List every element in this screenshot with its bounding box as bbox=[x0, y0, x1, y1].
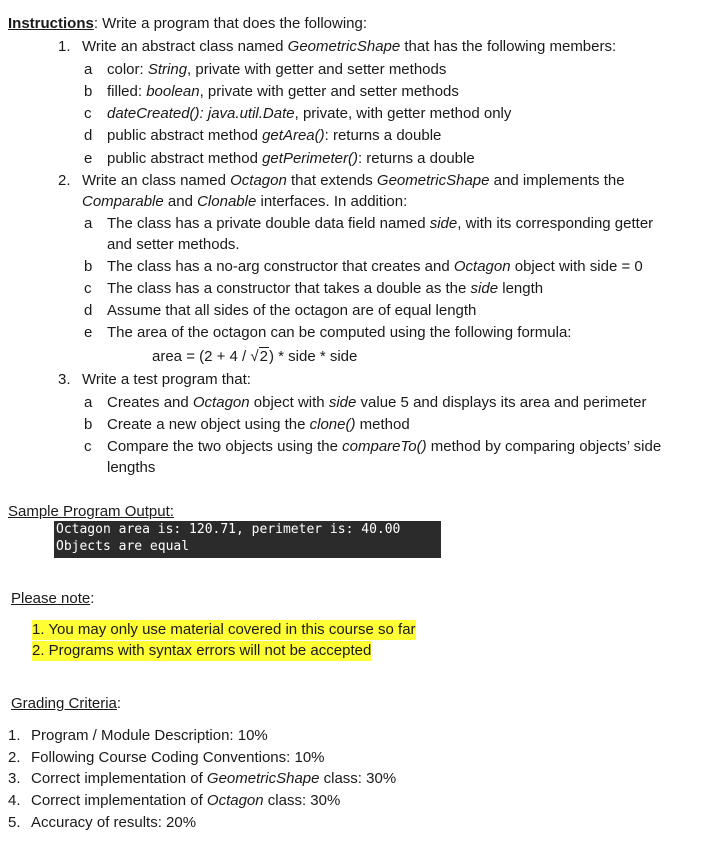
please-note-label: Please note bbox=[11, 590, 91, 607]
grading-2-text: Following Course Coding Conventions: 10% bbox=[31, 749, 325, 766]
item-2c-side: side bbox=[470, 280, 499, 297]
item-3a-post: value 5 and displays its area and perimeter bbox=[356, 394, 647, 411]
item-1a-part-1: String bbox=[147, 61, 188, 78]
item-3a-side: side bbox=[328, 394, 357, 411]
grading-2-number: 2. bbox=[8, 749, 21, 766]
item-2c-pre: The class has a constructor that takes a double as the bbox=[107, 280, 471, 297]
item-1d-letter: d bbox=[84, 127, 93, 144]
item-2d-text: Assume that all sides of the octagon are of equal length bbox=[107, 302, 477, 319]
item-3c-letter: c bbox=[84, 438, 92, 455]
item-2a-line-2: and setter methods. bbox=[107, 236, 240, 253]
terminal-line-2: Objects are equal bbox=[56, 539, 190, 554]
terminal-line-1: Octagon area is: 120.71, perimeter is: 40.00 bbox=[56, 522, 401, 537]
terminal-output bbox=[54, 521, 441, 558]
grading-3-text bbox=[31, 770, 396, 788]
item-1e-part-0: public abstract method bbox=[107, 150, 263, 167]
item-2a-post: , with its corresponding getter bbox=[457, 215, 654, 232]
item-3c-line-2: lengths bbox=[107, 459, 156, 476]
note-1-highlight: 1. You may only use material covered in this course so far bbox=[32, 621, 416, 638]
item-2-line-2-post: interfaces. In addition: bbox=[256, 193, 408, 210]
item-3a-octagon: Octagon bbox=[192, 394, 250, 411]
item-3a-text bbox=[107, 394, 647, 412]
item-2-pre: Write an class named bbox=[82, 172, 231, 189]
item-2-number: 2. bbox=[58, 172, 71, 189]
grading-1-number: 1. bbox=[8, 727, 21, 744]
grading-4-post: class: 30% bbox=[263, 792, 341, 809]
item-1a-part-0: color: bbox=[107, 61, 148, 78]
formula-post: ) * side * side bbox=[268, 348, 358, 365]
item-1d-text bbox=[107, 127, 441, 145]
item-3b-clone: clone() bbox=[309, 416, 356, 433]
item-1c-text bbox=[107, 105, 511, 123]
item-1d-part-2: : returns a double bbox=[324, 127, 442, 144]
item-2-mid: that extends bbox=[286, 172, 377, 189]
item-2b-pre: The class has a no-arg constructor that creates and bbox=[107, 258, 454, 275]
item-2a-side: side bbox=[429, 215, 458, 232]
grading-label: Grading Criteria bbox=[11, 695, 117, 712]
grading-3-number: 3. bbox=[8, 770, 21, 787]
grading-5-number: 5. bbox=[8, 814, 21, 831]
instructions-heading bbox=[8, 15, 367, 33]
item-1d-part-1: getArea() bbox=[262, 127, 325, 144]
item-1-class-name: GeometricShape bbox=[287, 38, 401, 55]
item-2-clonable: Clonable bbox=[197, 193, 257, 210]
item-1a-text bbox=[107, 61, 446, 79]
sqrt-argument: 2 bbox=[259, 348, 268, 365]
item-2-line-2 bbox=[82, 193, 407, 211]
item-3b-letter: b bbox=[84, 416, 93, 433]
item-3b-post: method bbox=[355, 416, 410, 433]
item-1b-part-2: , private with getter and setter methods bbox=[199, 83, 459, 100]
item-2e-letter: e bbox=[84, 324, 93, 341]
item-2b-letter: b bbox=[84, 258, 93, 275]
grading-4-text bbox=[31, 792, 340, 810]
grading-3-class: GeometricShape bbox=[206, 770, 320, 787]
item-2-geometricshape: GeometricShape bbox=[376, 172, 490, 189]
sample-output-label: Sample Program Output: bbox=[8, 503, 174, 520]
item-3c-post: method by comparing objects’ side bbox=[426, 438, 662, 455]
item-1b-text bbox=[107, 83, 459, 101]
item-1a-part-2: , private with getter and setter methods bbox=[187, 61, 447, 78]
item-2b-text bbox=[107, 258, 643, 276]
item-2b-octagon: Octagon bbox=[453, 258, 511, 275]
grading-3-pre: Correct implementation of bbox=[31, 770, 207, 787]
item-1c-part-1: , private, with getter method only bbox=[294, 105, 512, 122]
formula-pre: area = (2 + 4 / bbox=[152, 348, 251, 365]
item-3-number: 3. bbox=[58, 371, 71, 388]
item-2c-letter: c bbox=[84, 280, 92, 297]
item-3b-text bbox=[107, 416, 410, 434]
item-3c-line-1 bbox=[107, 438, 661, 456]
grading-4-number: 4. bbox=[8, 792, 21, 809]
instructions-intro: : Write a program that does the following: bbox=[93, 15, 368, 32]
item-2a-letter: a bbox=[84, 215, 93, 232]
grading-4-pre: Correct implementation of bbox=[31, 792, 207, 809]
item-1-pre: Write an abstract class named bbox=[82, 38, 288, 55]
item-2b-post: object with side = 0 bbox=[510, 258, 643, 275]
item-1e-text bbox=[107, 150, 475, 168]
sqrt-symbol: √ bbox=[250, 348, 259, 365]
item-2-comparable: Comparable bbox=[82, 193, 164, 210]
grading-3-post: class: 30% bbox=[319, 770, 397, 787]
item-2-line-1 bbox=[82, 172, 625, 190]
item-2e-text: The area of the octagon can be computed using the following formula: bbox=[107, 324, 572, 341]
item-1e-part-2: : returns a double bbox=[357, 150, 475, 167]
item-1b-part-1: boolean bbox=[146, 83, 200, 100]
note-2-highlight: 2. Programs with syntax errors will not be accepted bbox=[32, 642, 372, 659]
item-2-and: and bbox=[163, 193, 198, 210]
item-1c-part-0: dateCreated(): java.util.Date bbox=[107, 105, 295, 122]
item-3a-letter: a bbox=[84, 394, 93, 411]
item-1b-part-0: filled: bbox=[107, 83, 147, 100]
item-1c-letter: c bbox=[84, 105, 92, 122]
item-1a-letter: a bbox=[84, 61, 93, 78]
item-3c-pre: Compare the two objects using the bbox=[107, 438, 343, 455]
grading-4-class: Octagon bbox=[206, 792, 264, 809]
item-1b-letter: b bbox=[84, 83, 93, 100]
item-3-text: Write a test program that: bbox=[82, 371, 251, 388]
item-2-octagon: Octagon bbox=[230, 172, 287, 189]
item-1-number: 1. bbox=[58, 38, 71, 55]
item-3b-pre: Create a new object using the bbox=[107, 416, 310, 433]
item-3a-mid: object with bbox=[249, 394, 329, 411]
grading-5-text: Accuracy of results: 20% bbox=[31, 814, 197, 831]
item-1e-part-1: getPerimeter() bbox=[262, 150, 358, 167]
item-1e-letter: e bbox=[84, 150, 93, 167]
item-1-text bbox=[82, 38, 616, 56]
item-2c-text bbox=[107, 280, 543, 298]
item-3c-compareto: compareTo() bbox=[342, 438, 427, 455]
item-2a-pre: The class has a private double data field named bbox=[107, 215, 430, 232]
item-2-post: and implements the bbox=[489, 172, 625, 189]
please-note-colon: : bbox=[90, 590, 95, 607]
item-1-post: that has the following members: bbox=[400, 38, 617, 55]
item-2d-letter: d bbox=[84, 302, 93, 319]
area-formula bbox=[152, 348, 357, 366]
item-2c-post: length bbox=[498, 280, 544, 297]
please-note-heading bbox=[11, 590, 94, 608]
grading-colon: : bbox=[116, 695, 122, 712]
grading-heading bbox=[11, 695, 121, 713]
item-2a-line-1 bbox=[107, 215, 653, 233]
item-1d-part-0: public abstract method bbox=[107, 127, 263, 144]
grading-1-text: Program / Module Description: 10% bbox=[31, 727, 268, 744]
instructions-label: Instructions bbox=[8, 15, 94, 32]
item-3a-pre: Creates and bbox=[107, 394, 193, 411]
